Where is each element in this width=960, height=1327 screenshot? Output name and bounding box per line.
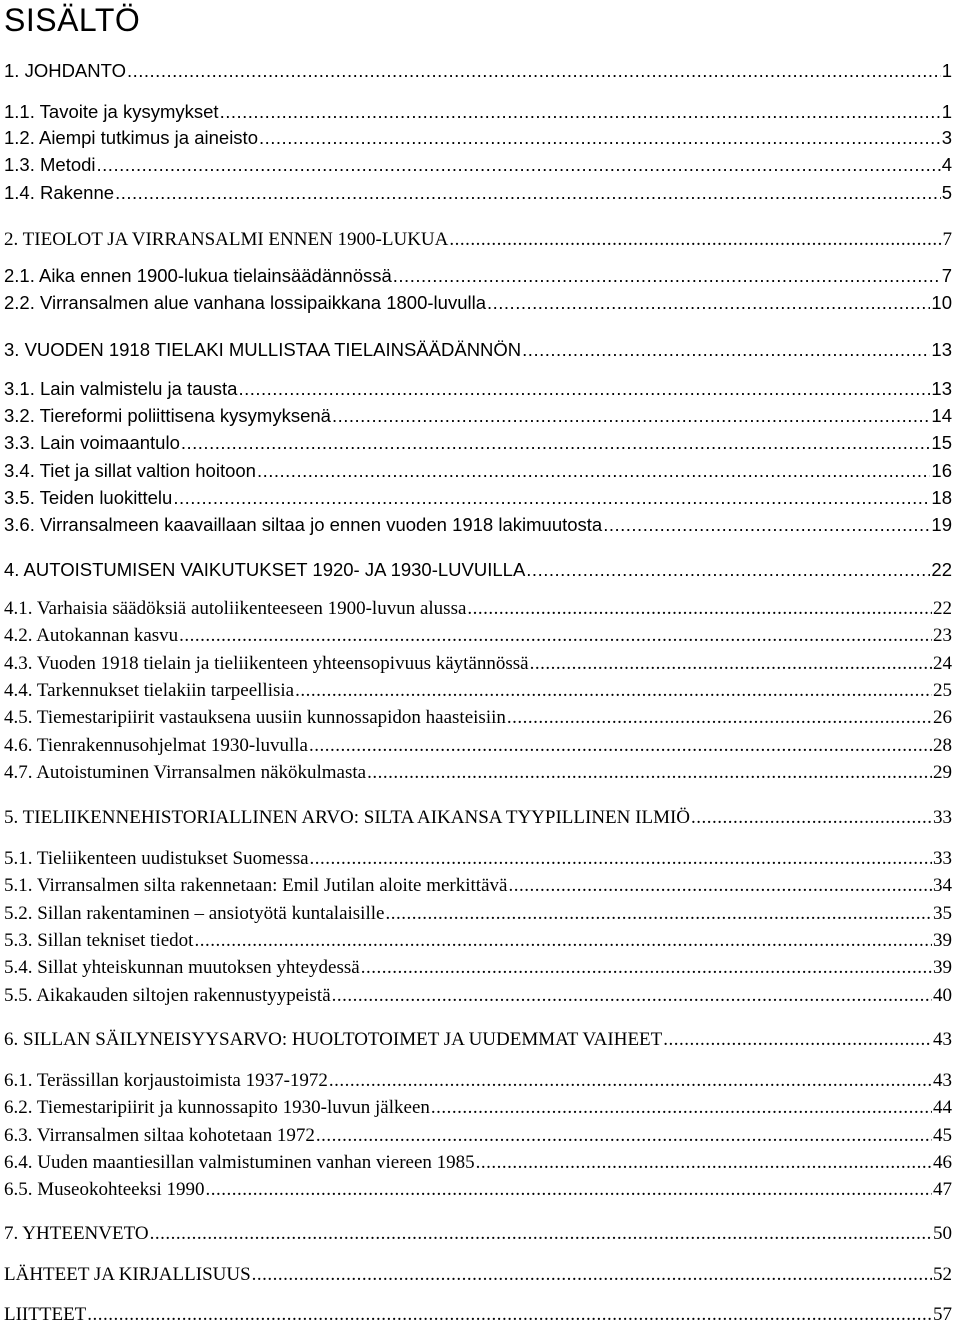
dot-leader xyxy=(476,1151,932,1175)
toc-entry[interactable] xyxy=(4,459,952,483)
toc-entry-page-number: 7 xyxy=(941,265,952,286)
toc-entry-title: 3.6. Virransalmeen kaavaillaan siltaa jo ennen vuoden 1918 lakimuutosta xyxy=(4,514,603,535)
dot-leader xyxy=(238,377,930,401)
toc-entry-page-number: 28 xyxy=(933,735,952,756)
toc-entry[interactable] xyxy=(4,100,952,124)
toc-entry-title: 6.3. Virransalmen siltaa kohotetaan 1972 xyxy=(4,1125,315,1146)
toc-entry-title: 4.1. Varhaisia säädöksiä autoliikenteeseen 1900-luvun alussa xyxy=(4,598,467,619)
toc-entry[interactable] xyxy=(4,806,952,830)
toc-entry-title: 1.2. Aiempi tutkimus ja aineisto xyxy=(4,127,258,148)
toc-entry-title: 3.4. Tiet ja sillat valtion hoitoon xyxy=(4,460,256,481)
toc-entry-page-number: 52 xyxy=(933,1264,952,1285)
toc-entry[interactable] xyxy=(4,902,952,926)
dot-leader xyxy=(309,734,932,758)
dot-leader xyxy=(385,902,932,926)
toc-entry-title: 6.2. Tiemestaripiirit ja kunnossapito 1930-luvun jälkeen xyxy=(4,1097,430,1118)
toc-entry[interactable] xyxy=(4,1222,952,1246)
dot-leader xyxy=(393,264,941,288)
toc-entry-page-number: 40 xyxy=(933,985,952,1006)
toc-entry-title: 6.4. Uuden maantiesillan valmistuminen vanhan viereen 1985 xyxy=(4,1152,475,1173)
toc-entry-page-number: 1 xyxy=(941,101,952,122)
toc-entry-title: 6.5. Museokohteeksi 1990 xyxy=(4,1179,205,1200)
page-title: SISÄLTÖ xyxy=(4,2,141,38)
toc-entry[interactable] xyxy=(4,652,952,676)
dot-leader xyxy=(329,1069,932,1093)
toc-entry-page-number: 39 xyxy=(933,957,952,978)
toc-entry-title: 6.1. Terässillan korjaustoimista 1937-1972 xyxy=(4,1070,328,1091)
dot-leader xyxy=(257,459,930,483)
toc-entry[interactable] xyxy=(4,1028,952,1052)
toc-entry-page-number: 4 xyxy=(941,154,952,175)
toc-entry[interactable] xyxy=(4,1096,952,1120)
toc-entry-page-number: 33 xyxy=(933,807,952,828)
toc-entry-page-number: 24 xyxy=(933,653,952,674)
toc-entry-title: 2. TIEOLOT JA VIRRANSALMI ENNEN 1900-LUKUA xyxy=(4,229,449,250)
dot-leader xyxy=(449,228,941,252)
toc-entry-title: 1.3. Metodi xyxy=(4,154,96,175)
toc-entry[interactable] xyxy=(4,1263,952,1287)
toc-entry[interactable] xyxy=(4,1124,952,1148)
toc-entry-page-number: 25 xyxy=(933,680,952,701)
toc-entry[interactable] xyxy=(4,956,952,980)
toc-entry[interactable] xyxy=(4,847,952,871)
toc-entry-page-number: 1 xyxy=(941,60,952,81)
toc-entry-page-number: 35 xyxy=(933,903,952,924)
dot-leader xyxy=(127,59,941,83)
toc-entry-title: 4.3. Vuoden 1918 tielain ja tieliikenteen yhteensopivuus käytännössä xyxy=(4,653,529,674)
toc-entry-title: 4.4. Tarkennukset tielakiin tarpeellisia xyxy=(4,680,295,701)
toc-entry-title: 4.2. Autokannan kasvu xyxy=(4,625,179,646)
dot-leader xyxy=(691,806,932,830)
toc-entry-page-number: 22 xyxy=(931,559,952,580)
dot-leader xyxy=(332,984,932,1008)
toc-entry[interactable] xyxy=(4,431,952,455)
toc-entry-title: 3.3. Lain voimaantulo xyxy=(4,432,180,453)
toc-entry-page-number: 3 xyxy=(941,127,952,148)
toc-entry[interactable] xyxy=(4,338,952,362)
toc-entry[interactable] xyxy=(4,558,952,582)
toc-entry[interactable] xyxy=(4,679,952,703)
dot-leader xyxy=(603,513,930,537)
toc-entry[interactable] xyxy=(4,1303,952,1327)
toc-entry-page-number: 13 xyxy=(931,339,952,360)
toc-entry-title: 5.3. Sillan tekniset tiedot xyxy=(4,930,194,951)
toc-entry-title: 3.1. Lain valmistelu ja tausta xyxy=(4,378,238,399)
toc-entry-title: 1.1. Tavoite ja kysymykset xyxy=(4,101,219,122)
dot-leader xyxy=(361,956,932,980)
toc-entry[interactable] xyxy=(4,1178,952,1202)
toc-entry[interactable] xyxy=(4,624,952,648)
dot-leader xyxy=(522,338,930,362)
toc-entry-page-number: 43 xyxy=(933,1070,952,1091)
toc-entry-page-number: 45 xyxy=(933,1125,952,1146)
toc-entry-title: 5.1. Tieliikenteen uudistukset Suomessa xyxy=(4,848,309,869)
toc-entry-page-number: 16 xyxy=(931,460,952,481)
dot-leader xyxy=(115,181,941,205)
toc-entry-page-number: 22 xyxy=(933,598,952,619)
toc-entry-title: 5.5. Aikakauden siltojen rakennustyypeistä xyxy=(4,985,331,1006)
toc-entry-title: 1. JOHDANTO xyxy=(4,60,126,81)
toc-entry[interactable] xyxy=(4,126,952,150)
dot-leader xyxy=(526,558,930,582)
dot-leader xyxy=(663,1028,932,1052)
dot-leader xyxy=(467,597,932,621)
toc-entry-title: 1.4. Rakenne xyxy=(4,182,115,203)
toc-entry-page-number: 33 xyxy=(933,848,952,869)
toc-entry-title: 7. YHTEENVETO xyxy=(4,1223,149,1244)
dot-leader xyxy=(487,291,930,315)
toc-entry[interactable] xyxy=(4,513,952,537)
dot-leader xyxy=(431,1096,932,1120)
toc-entry[interactable] xyxy=(4,228,952,252)
toc-entry-page-number: 23 xyxy=(933,625,952,646)
dot-leader xyxy=(97,153,941,177)
toc-entry-title: 4.7. Autoistuminen Virransalmen näkökulmasta xyxy=(4,762,367,783)
toc-entry-page-number: 39 xyxy=(933,930,952,951)
toc-entry-title: LIITTEET xyxy=(4,1304,87,1325)
toc-entry-title: 3. VUODEN 1918 TIELAKI MULLISTAA TIELAINSÄÄDÄNNÖN xyxy=(4,339,522,360)
dot-leader xyxy=(173,486,930,510)
toc-entry-title: 3.5. Teiden luokittelu xyxy=(4,487,173,508)
toc-entry-page-number: 26 xyxy=(933,707,952,728)
toc-entry[interactable] xyxy=(4,1151,952,1175)
toc-entry[interactable] xyxy=(4,404,952,428)
toc-entry-title: 4.6. Tienrakennusohjelmat 1930-luvulla xyxy=(4,735,308,756)
dot-leader xyxy=(507,706,932,730)
dot-leader xyxy=(252,1263,932,1287)
toc-entry-title: 5.2. Sillan rakentaminen – ansiotyötä kuntalaisille xyxy=(4,903,385,924)
toc-entry-title: LÄHTEET JA KIRJALLISUUS xyxy=(4,1264,251,1285)
dot-leader xyxy=(332,404,930,428)
toc-entry-title: 5. TIELIIKENNEHISTORIALLINEN ARVO: SILTA AIKANSA TYYPILLINEN ILMIÖ xyxy=(4,807,691,828)
toc-entry-page-number: 10 xyxy=(931,292,952,313)
toc-entry-page-number: 50 xyxy=(933,1223,952,1244)
toc-entry-page-number: 14 xyxy=(931,405,952,426)
toc-entry[interactable] xyxy=(4,291,952,315)
toc-entry-title: 6. SILLAN SÄILYNEISYYSARVO: HUOLTOTOIMET JA UUDEMMAT VAIHEET xyxy=(4,1029,663,1050)
toc-entry[interactable] xyxy=(4,984,952,1008)
dot-leader xyxy=(508,874,932,898)
toc-entry[interactable] xyxy=(4,929,952,953)
toc-entry-page-number: 15 xyxy=(931,432,952,453)
toc-entry[interactable] xyxy=(4,486,952,510)
toc-entry[interactable] xyxy=(4,597,952,621)
dot-leader xyxy=(220,100,941,124)
toc-entry[interactable] xyxy=(4,1069,952,1093)
toc-entry-title: 4. AUTOISTUMISEN VAIKUTUKSET 1920- JA 1930-LUVUILLA xyxy=(4,559,526,580)
toc-entry-title: 3.2. Tiereformi poliittisena kysymyksenä xyxy=(4,405,331,426)
dot-leader xyxy=(206,1178,932,1202)
toc-entry[interactable] xyxy=(4,264,952,288)
dot-leader xyxy=(316,1124,932,1148)
toc-entry-title: 5.1. Virransalmen silta rakennetaan: Emil Jutilan aloite merkittävä xyxy=(4,875,508,896)
dot-leader xyxy=(367,761,932,785)
toc-entry-page-number: 5 xyxy=(941,182,952,203)
dot-leader xyxy=(530,652,932,676)
toc-entry-page-number: 44 xyxy=(933,1097,952,1118)
dot-leader xyxy=(179,624,932,648)
toc-entry[interactable] xyxy=(4,153,952,177)
toc-entry-title: 2.2. Virransalmen alue vanhana lossipaikkana 1800-luvulla xyxy=(4,292,486,313)
dot-leader xyxy=(259,126,941,150)
toc-entry-title: 5.4. Sillat yhteiskunnan muutoksen yhteydessä xyxy=(4,957,360,978)
toc-entry[interactable] xyxy=(4,734,952,758)
toc-entry-page-number: 29 xyxy=(933,762,952,783)
toc-entry-page-number: 57 xyxy=(933,1304,952,1325)
toc-entry[interactable] xyxy=(4,377,952,401)
dot-leader xyxy=(150,1222,932,1246)
toc-entry[interactable] xyxy=(4,761,952,785)
toc-entry-page-number: 7 xyxy=(942,229,952,250)
dot-leader xyxy=(295,679,932,703)
toc-entry-title: 4.5. Tiemestaripiirit vastauksena uusiin kunnossapidon haasteisiin xyxy=(4,707,506,728)
dot-leader xyxy=(87,1303,932,1327)
toc-entry-page-number: 34 xyxy=(933,875,952,896)
dot-leader xyxy=(181,431,931,455)
dot-leader xyxy=(310,847,932,871)
toc-entry-page-number: 13 xyxy=(931,378,952,399)
toc-entry-page-number: 47 xyxy=(933,1179,952,1200)
toc-entry-page-number: 18 xyxy=(931,487,952,508)
toc-entry[interactable] xyxy=(4,181,952,205)
toc-entry-page-number: 19 xyxy=(931,514,952,535)
toc-entry[interactable] xyxy=(4,874,952,898)
toc-entry-page-number: 46 xyxy=(933,1152,952,1173)
toc-entry-title: 2.1. Aika ennen 1900-lukua tielainsäädännössä xyxy=(4,265,392,286)
toc-entry-page-number: 43 xyxy=(933,1029,952,1050)
toc-entry[interactable] xyxy=(4,59,952,83)
dot-leader xyxy=(194,929,932,953)
toc-entry[interactable] xyxy=(4,706,952,730)
